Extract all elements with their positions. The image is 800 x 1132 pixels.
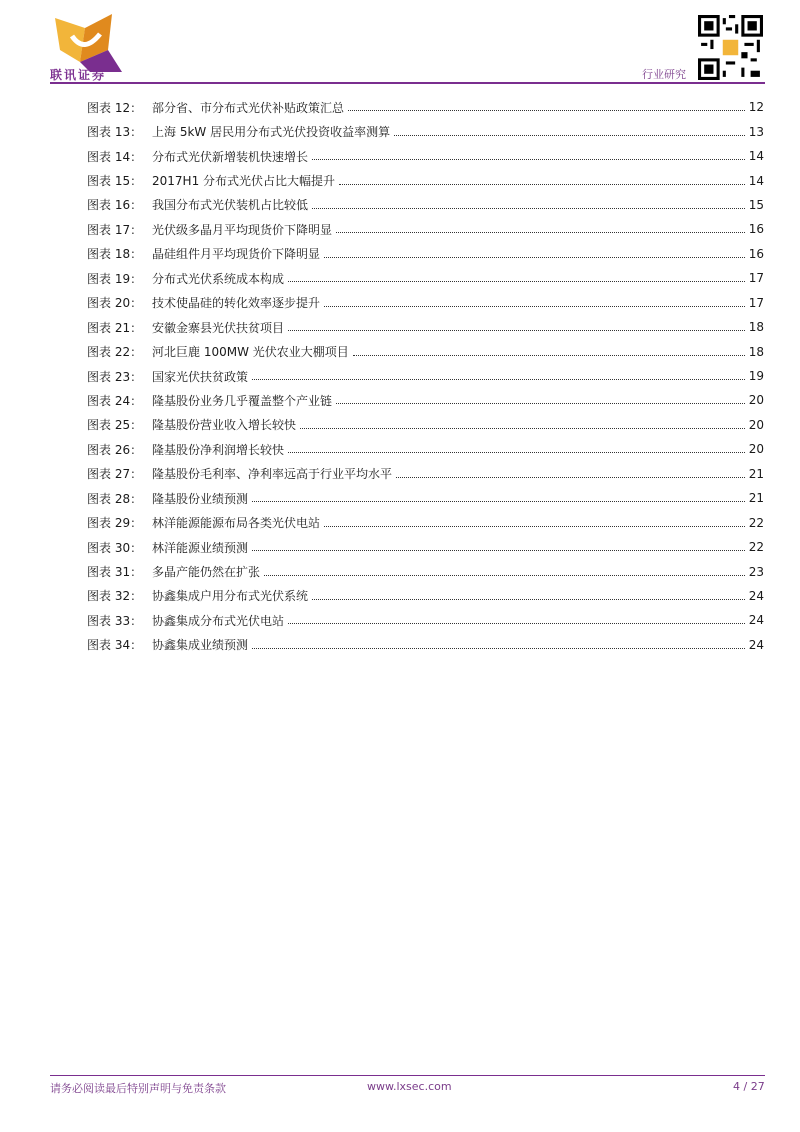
toc-entry[interactable] [87,437,764,461]
toc-entry-title: 上海 5kW 居民用分布式光伏投资收益率测算 [152,125,391,140]
brand-name: 联讯证券 [50,68,107,82]
toc-entry-page: 23 [748,564,764,579]
toc-dot-leader [264,574,745,576]
toc-entry[interactable] [87,242,764,266]
toc-entry[interactable] [87,559,764,583]
toc-entry-label: 图表 20： [87,296,143,311]
toc-dot-leader [312,207,745,209]
toc-entry-label: 图表 14： [87,149,143,164]
toc-entry[interactable] [87,339,764,363]
toc-entry-page: 14 [748,173,764,188]
toc-entry-page: 14 [748,149,764,164]
qr-code [698,15,763,80]
section-label: 行业研究 [642,68,686,81]
toc-entry-title: 晶硅组件月平均现货价下降明显 [152,247,321,262]
toc-entry-title: 隆基股份毛利率、净利率远高于行业平均水平 [152,467,393,482]
toc-dot-leader [288,280,745,282]
toc-entry-page: 15 [748,197,764,212]
footer-disclaimer: 请务必阅读最后特别声明与免责条款 [50,1082,226,1095]
toc-dot-leader [252,378,745,380]
toc-entry[interactable] [87,217,764,241]
toc-entry-page: 22 [748,515,764,530]
toc-dot-leader [324,525,745,527]
toc-entry-title: 多晶产能仍然在扩张 [152,565,261,580]
figure-index-list [87,95,764,657]
toc-entry-label: 图表 27： [87,467,143,482]
toc-entry-page: 18 [748,320,764,335]
toc-entry[interactable] [87,413,764,437]
toc-entry-page: 22 [748,540,764,555]
toc-entry[interactable] [87,486,764,510]
toc-entry[interactable] [87,266,764,290]
toc-entry-page: 16 [748,246,764,261]
footer-website[interactable]: www.lxsec.com [367,1080,452,1093]
toc-entry-label: 图表 16： [87,198,143,213]
toc-entry-title: 隆基股份业务几乎覆盖整个产业链 [152,393,333,408]
toc-dot-leader [396,476,745,478]
toc-dot-leader [336,402,745,404]
toc-entry-page: 13 [748,124,764,139]
toc-entry-title: 分布式光伏系统成本构成 [152,271,285,286]
toc-entry-title: 协鑫集成户用分布式光伏系统 [152,589,309,604]
toc-entry-label: 图表 23： [87,369,143,384]
toc-entry[interactable] [87,168,764,192]
toc-entry-label: 图表 18： [87,247,143,262]
toc-dot-leader [353,354,745,356]
toc-entry-label: 图表 22： [87,345,143,360]
toc-entry-label: 图表 12： [87,100,143,115]
toc-entry-title: 部分省、市分布式光伏补贴政策汇总 [152,100,345,115]
toc-entry-page: 20 [748,417,764,432]
toc-dot-leader [288,329,745,331]
toc-entry-label: 图表 34： [87,638,143,653]
toc-entry-title: 我国分布式光伏装机占比较低 [152,198,309,213]
toc-entry-page: 16 [748,222,764,237]
toc-entry-title: 分布式光伏新增装机快速增长 [152,149,309,164]
toc-entry-label: 图表 30： [87,540,143,555]
toc-entry[interactable] [87,584,764,608]
toc-entry[interactable] [87,510,764,534]
footer-divider [50,1075,765,1076]
toc-entry-label: 图表 33： [87,613,143,628]
toc-entry-title: 协鑫集成分布式光伏电站 [152,613,285,628]
toc-dot-leader [394,134,745,136]
toc-dot-leader [252,647,745,649]
toc-dot-leader [336,231,745,233]
toc-dot-leader [300,427,745,429]
toc-entry[interactable] [87,144,764,168]
toc-entry-page: 18 [748,344,764,359]
toc-entry-label: 图表 25： [87,418,143,433]
toc-entry[interactable] [87,95,764,119]
toc-entry[interactable] [87,364,764,388]
toc-entry-title: 光伏级多晶月平均现货价下降明显 [152,222,333,237]
toc-entry-title: 协鑫集成业绩预测 [152,638,249,653]
toc-dot-leader [252,549,745,551]
toc-dot-leader [324,305,745,307]
toc-dot-leader [324,256,745,258]
toc-entry-title: 安徽金寨县光伏扶贫项目 [152,320,285,335]
toc-dot-leader [348,109,745,111]
toc-entry[interactable] [87,633,764,657]
toc-entry-page: 24 [748,613,764,628]
toc-entry-label: 图表 31： [87,565,143,580]
toc-entry[interactable] [87,388,764,412]
toc-entry-title: 林洋能源业绩预测 [152,540,249,555]
toc-entry-page: 17 [748,271,764,286]
toc-entry-label: 图表 24： [87,393,143,408]
toc-entry[interactable] [87,119,764,143]
toc-entry-page: 24 [748,637,764,652]
toc-entry[interactable] [87,535,764,559]
toc-entry-label: 图表 17： [87,222,143,237]
toc-entry-title: 隆基股份营业收入增长较快 [152,418,297,433]
page-number: 4 / 27 [733,1080,765,1093]
toc-entry-label: 图表 13： [87,125,143,140]
toc-entry[interactable] [87,608,764,632]
toc-entry-label: 图表 19： [87,271,143,286]
toc-entry-label: 图表 29： [87,516,143,531]
toc-entry-page: 12 [748,100,764,115]
toc-entry-label: 图表 28： [87,491,143,506]
toc-entry-title: 隆基股份净利润增长较快 [152,442,285,457]
toc-entry-title: 河北巨鹿 100MW 光伏农业大棚项目 [152,345,349,360]
toc-dot-leader [312,598,745,600]
toc-dot-leader [252,500,745,502]
toc-entry-page: 24 [748,588,764,603]
page-header [0,0,800,90]
toc-entry[interactable] [87,291,764,315]
toc-entry-title: 隆基股份业绩预测 [152,491,249,506]
toc-dot-leader [312,158,745,160]
toc-entry-page: 17 [748,295,764,310]
toc-entry-title: 2017H1 分布式光伏占比大幅提升 [152,174,336,189]
toc-entry-page: 19 [748,369,764,384]
toc-entry-page: 20 [748,393,764,408]
toc-dot-leader [288,622,745,624]
toc-dot-leader [288,451,745,453]
toc-entry-label: 图表 32： [87,589,143,604]
toc-entry-label: 图表 15： [87,174,143,189]
toc-entry-title: 国家光伏扶贫政策 [152,369,249,384]
toc-entry[interactable] [87,315,764,339]
toc-entry-title: 技术使晶硅的转化效率逐步提升 [152,296,321,311]
toc-dot-leader [339,183,745,185]
toc-entry-page: 21 [748,466,764,481]
toc-entry-label: 图表 26： [87,442,143,457]
toc-entry-label: 图表 21： [87,320,143,335]
toc-entry[interactable] [87,193,764,217]
toc-entry-page: 21 [748,491,764,506]
toc-entry[interactable] [87,462,764,486]
toc-entry-title: 林洋能源能源布局各类光伏电站 [152,516,321,531]
toc-entry-page: 20 [748,442,764,457]
header-divider [50,82,765,84]
